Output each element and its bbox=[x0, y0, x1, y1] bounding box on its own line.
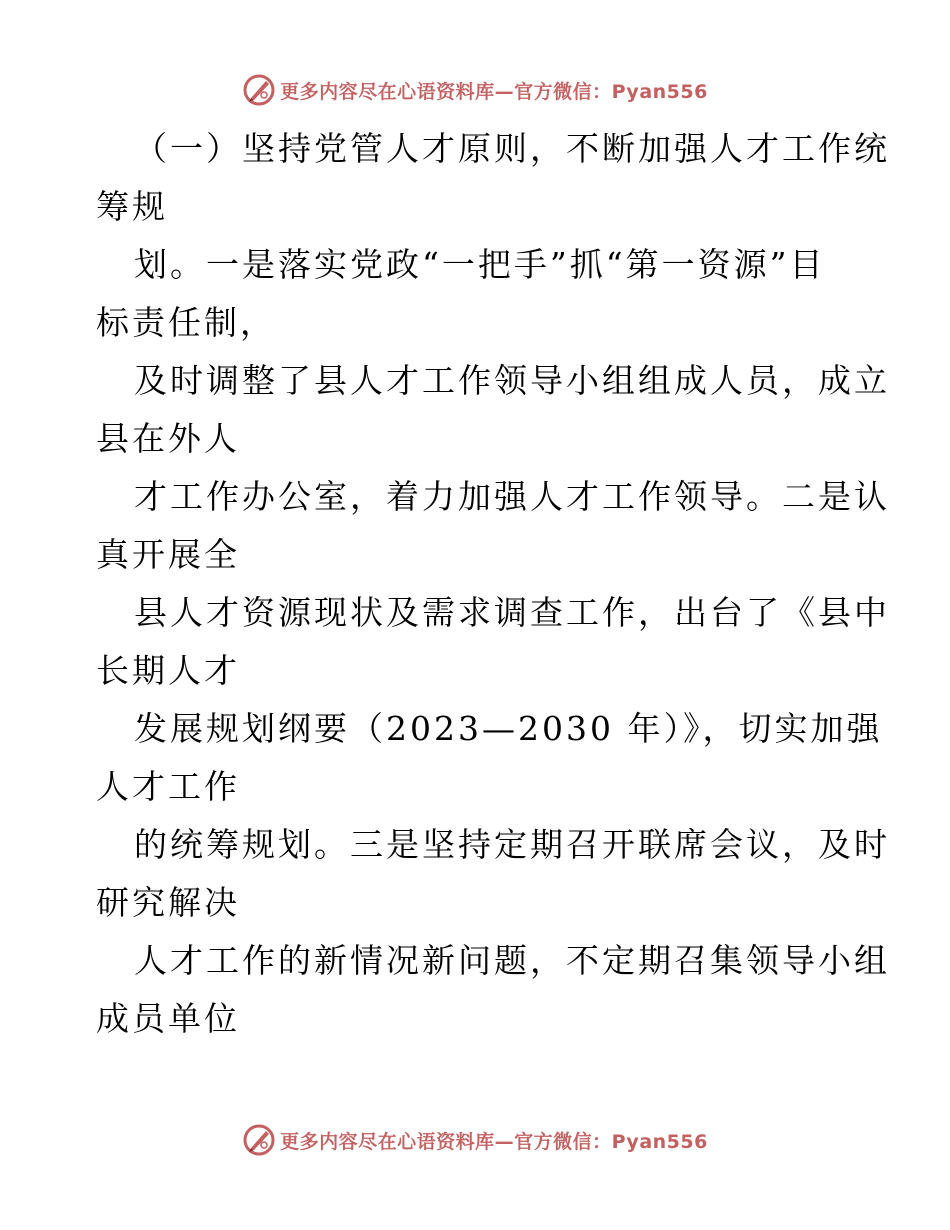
text-line: 人才工作 bbox=[96, 767, 240, 806]
text-line: 筹规 bbox=[96, 187, 168, 226]
quill-seal-icon bbox=[242, 1123, 276, 1157]
text-line: （一）坚持党管人才原则，不断加强人才工作统 bbox=[134, 129, 890, 168]
text-line: 人才工作的新情况新问题，不定期召集领导小组 bbox=[134, 941, 890, 980]
text-line: 的统筹规划。三是坚持定期召开联席会议，及时 bbox=[134, 825, 890, 864]
text-line: 划。一是落实党政“一把手”抓“第一资源”目 bbox=[134, 245, 826, 284]
text-line: 真开展全 bbox=[96, 535, 240, 574]
quill-seal-icon bbox=[242, 73, 276, 107]
text-line: 县在外人 bbox=[96, 419, 240, 458]
text-line: 标责任制， bbox=[96, 303, 276, 342]
text-line: 研究解决 bbox=[96, 883, 240, 922]
text-line: 县人才资源现状及需求调查工作，出台了《县中 bbox=[134, 593, 890, 632]
text-line: 及时调整了县人才工作领导小组组成人员，成立 bbox=[134, 361, 890, 400]
footer-banner-text: 更多内容尽在心语资料库—官方微信：Pyan556 bbox=[280, 1130, 708, 1153]
header-banner bbox=[0, 68, 950, 112]
text-line: 成员单位 bbox=[96, 999, 240, 1038]
header-banner-text: 更多内容尽在心语资料库—官方微信：Pyan556 bbox=[280, 80, 708, 103]
text-line: 发展规划纲要（2023—2030 年）》，切实加强 bbox=[134, 709, 883, 748]
text-line: 才工作办公室，着力加强人才工作领导。二是认 bbox=[134, 477, 890, 516]
footer-banner bbox=[0, 1118, 950, 1162]
text-line: 长期人才 bbox=[96, 651, 240, 690]
document-body bbox=[96, 120, 890, 1048]
